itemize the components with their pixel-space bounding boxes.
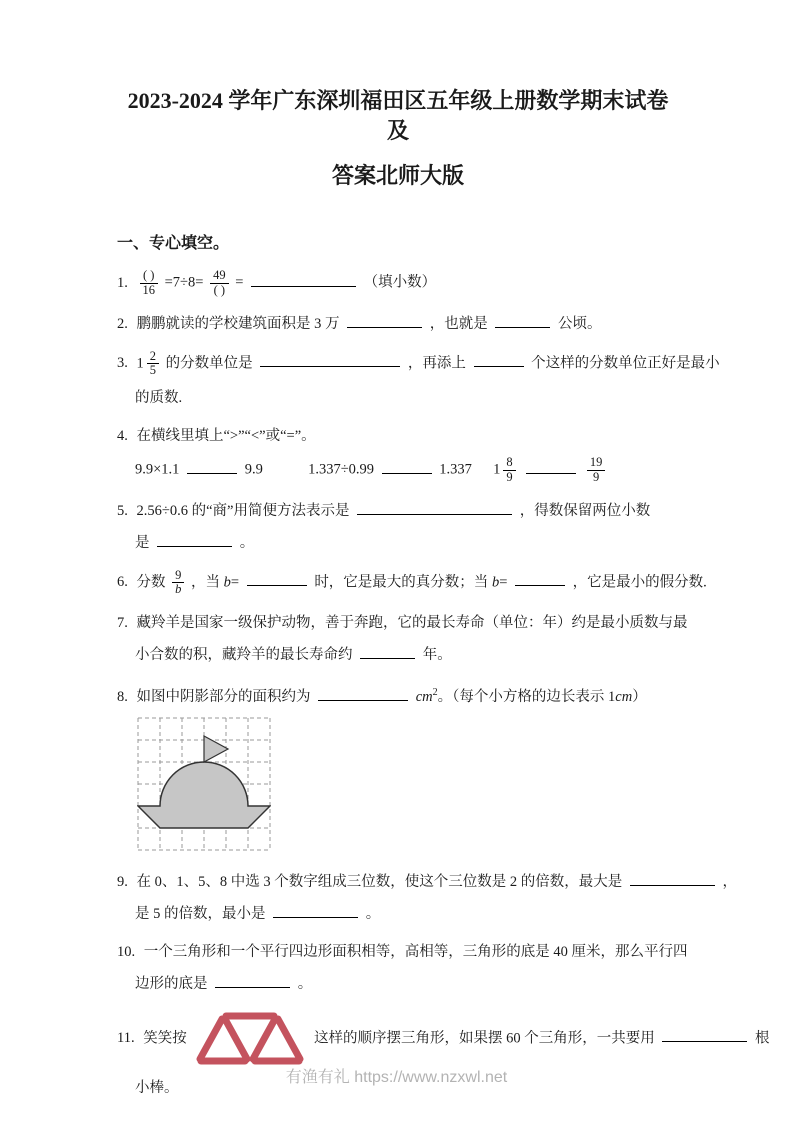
fraction — [147, 350, 159, 379]
question-number: 9. — [117, 873, 128, 890]
matchsticks — [200, 1016, 300, 1061]
question-number: 8. — [117, 688, 128, 705]
question-number: 10. — [117, 943, 136, 960]
fraction — [172, 569, 184, 598]
text-segment: （填小数） — [363, 274, 437, 291]
question-7-continued — [117, 643, 679, 667]
shaded-hat-shape — [138, 762, 270, 828]
text-segment: ，得数保留两位小数 — [519, 502, 651, 519]
question-10-continued — [117, 972, 679, 996]
text-segment: 。 — [297, 975, 313, 992]
text-segment: 的分数单位是 — [165, 355, 253, 372]
denominator: 9 — [593, 469, 600, 484]
text-segment: =7÷8= — [164, 274, 204, 291]
text-segment: 。 — [365, 905, 381, 922]
answer-blank — [474, 351, 524, 367]
text-segment: 鹏鹏就读的学校建筑面积是 3 万 — [136, 315, 340, 332]
question-3 — [117, 348, 720, 379]
question-3-continued: 的质数. — [135, 390, 183, 406]
text-segment: 这样的顺序摆三角形，如果摆 60 个三角形，一共要用 — [313, 1030, 655, 1047]
unit-cm: cm — [615, 688, 633, 705]
question-5 — [117, 499, 679, 523]
question-7 — [117, 611, 688, 635]
question-9 — [117, 870, 737, 894]
text-segment: 边形的底是 — [135, 975, 208, 992]
answer-blank — [247, 570, 307, 586]
text-segment: 在 0、1、5、8 中选 3 个数字组成三位数，使这个三位数是 2 的倍数，最大是 — [136, 873, 623, 890]
text-segment: 根 — [754, 1030, 770, 1047]
denominator: 5 — [149, 363, 156, 378]
variable-b: b — [223, 574, 231, 591]
text-segment: ，也就是 — [429, 315, 488, 332]
text-segment: ，当 — [191, 574, 224, 591]
answer-blank — [251, 271, 356, 287]
answer-blank — [187, 458, 237, 474]
numerator: 9 — [172, 569, 184, 584]
question-1 — [117, 269, 679, 298]
text-segment: 藏羚羊是国家一级保护动物，善于奔跑，它的最长寿命（单位：年）约是最小质数与最 — [136, 615, 688, 631]
answer-blank — [318, 685, 408, 701]
answer-blank — [215, 972, 290, 988]
mixed-number-whole: 1 — [136, 355, 144, 372]
page-content — [117, 86, 770, 1100]
text-segment: = — [499, 574, 508, 591]
question-4-expressions — [117, 456, 679, 485]
section-1-heading: 一、专心填空。 — [117, 235, 230, 252]
text-segment: ，它是最小的假分数. — [572, 574, 707, 591]
question-2 — [117, 312, 679, 336]
question-11-continued: 小棒。 — [135, 1079, 179, 1096]
matchstick-figure — [194, 1010, 306, 1068]
expression: 1.337 — [439, 461, 472, 478]
text-segment: 是 — [135, 534, 150, 551]
fraction — [587, 456, 606, 485]
text-segment: = — [230, 574, 240, 591]
question-number: 3. — [117, 355, 128, 372]
text-segment: 年。 — [422, 647, 452, 663]
question-number: 4. — [117, 428, 128, 444]
answer-blank — [526, 458, 576, 474]
text-segment: ） — [632, 688, 647, 705]
fraction — [140, 269, 159, 298]
text-segment: 是 5 的倍数，最小是 — [135, 905, 266, 922]
footer-watermark: 有渔有礼 https://www.nzxwl.net — [285, 1069, 508, 1086]
question-8-figure — [117, 717, 679, 856]
unit-cm: cm — [415, 688, 433, 705]
answer-blank — [273, 902, 358, 918]
answer-blank — [347, 312, 422, 328]
text-segment: ，再添上 — [407, 355, 466, 372]
mixed-number-whole: 1 — [493, 461, 501, 478]
answer-blank — [360, 643, 415, 659]
question-9-continued — [117, 902, 679, 926]
question-6 — [117, 567, 707, 598]
grid-figure — [137, 717, 271, 851]
numerator: 49 — [210, 269, 229, 284]
question-4 — [117, 424, 679, 448]
denominator: ( ) — [213, 282, 226, 297]
page-title-line2: 答案北师大版 — [331, 163, 464, 188]
text-segment: ， — [722, 873, 737, 890]
numerator: 2 — [147, 350, 159, 365]
numerator: 8 — [503, 456, 515, 471]
question-number: 2. — [117, 315, 128, 332]
text-segment: 公顷。 — [558, 315, 602, 332]
text-segment: 个这样的分数单位正好是最小 — [531, 355, 720, 372]
expression: 9.9×1.1 — [135, 461, 180, 478]
answer-blank — [382, 458, 432, 474]
text-segment: 小合数的积，藏羚羊的最长寿命约 — [135, 647, 353, 663]
numerator: ( ) — [140, 269, 159, 284]
denominator: 16 — [142, 282, 155, 297]
expression: 1.337÷0.99 — [308, 461, 375, 478]
answer-blank — [515, 570, 565, 586]
expression: 9.9 — [244, 461, 263, 478]
denominator: b — [175, 582, 182, 597]
superscript-2: 2 — [432, 687, 438, 698]
page-title-line1: 2023-2024 学年广东深圳福田区五年级上册数学期末试卷及 — [127, 88, 669, 143]
text-segment: = — [235, 274, 244, 291]
answer-blank — [662, 1026, 747, 1042]
question-number: 1. — [117, 274, 128, 291]
question-number: 11. — [117, 1030, 135, 1047]
question-number: 7. — [117, 615, 128, 631]
question-10 — [117, 940, 688, 964]
numerator: 19 — [587, 456, 606, 471]
answer-blank — [157, 531, 232, 547]
question-number: 5. — [117, 502, 128, 519]
question-11 — [117, 1010, 770, 1068]
text-segment: 分数 — [136, 574, 166, 591]
fraction — [210, 269, 229, 298]
answer-blank — [357, 499, 512, 515]
question-number: 6. — [117, 574, 128, 591]
variable-b: b — [491, 574, 500, 591]
text-segment: 在横线里填上“>”“<”或“=”。 — [136, 428, 316, 444]
text-segment: 如图中阴影部分的面积约为 — [136, 688, 311, 705]
question-5-continued — [117, 531, 679, 555]
answer-blank — [495, 312, 550, 328]
text-segment: 。（每个小方格的边长表示 1 — [437, 688, 616, 705]
text-segment: 2.56÷0.6 的“商”用简便方法表示是 — [136, 502, 350, 519]
text-segment: 时，它是最大的真分数；当 — [314, 574, 492, 591]
text-segment: 笑笑按 — [143, 1030, 187, 1047]
denominator: 9 — [506, 469, 513, 484]
question-8 — [117, 681, 679, 709]
answer-blank — [630, 870, 715, 886]
text-segment: 。 — [239, 534, 255, 551]
text-segment: 一个三角形和一个平行四边形面积相等，高相等，三角形的底是 40 厘米，那么平行四 — [143, 943, 688, 960]
answer-blank — [260, 351, 400, 367]
fraction — [503, 456, 515, 485]
